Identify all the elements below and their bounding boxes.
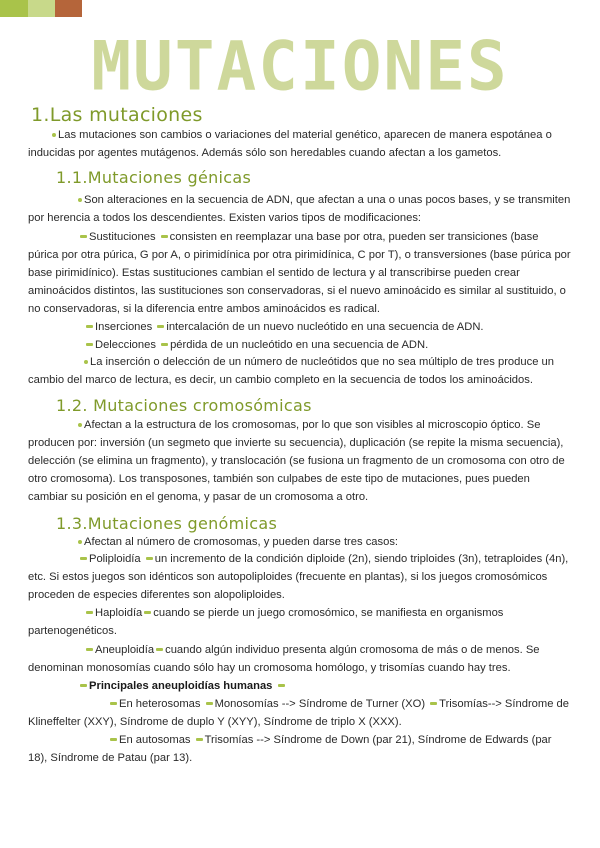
dash-icon xyxy=(86,343,93,346)
paragraph-aneuploidia: Aneuploidía cuando algún individuo presenta algún cromosoma de más o de menos. Se denominan monosomías cuando sólo hay un cromosoma homólogo, y trisomías cuando hay tres. xyxy=(28,644,540,675)
dash-icon xyxy=(80,235,87,238)
paragraph-genicas: Son alteraciones en la secuencia de ADN, que afectan a una o unas pocos bases, y se transmiten por herencia a todos los descendientes. Existen varios tipos de modificaciones: xyxy=(28,194,571,225)
dash-icon xyxy=(110,702,117,705)
dash-icon xyxy=(161,235,168,238)
dash-icon xyxy=(196,738,203,741)
paragraph-inserciones: Inserciones intercalación de un nuevo nucleótido en una secuencia de ADN. xyxy=(28,318,572,336)
dash-icon xyxy=(430,702,437,705)
section-heading-1: 1.Las mutaciones xyxy=(31,104,203,126)
paragraph-poliploidia: Poliploidía un incremento de la condición diploide (2n), siendo triploides (3n), tetraploides (4n), etc. Si estos juegos son idénticos son autopoliploides (frecuente en plantas), si los juegos cromosómicos proceden de especies diferentes son alopoliploides. xyxy=(28,553,569,602)
section-heading-1-2: 1.2. Mutaciones cromosómicas xyxy=(56,396,312,415)
dash-icon xyxy=(86,648,93,651)
page-title: MUTACIONES xyxy=(91,27,509,106)
bullet-icon xyxy=(84,360,88,364)
paragraph-sustituciones: Sustituciones consisten en reemplazar una base por otra, pueden ser transiciones (base púrica por otra púrica, G por A, o pirimidínica por otra pirimidínica, C por T), o transversiones (base púrica por base pirimidínico). Estas sustituciones cambian el sentido de lectura y al transcribirse pueden crear aminoácidos distintos, las sustituciones son conservadoras, si el nuevo aminoácido es similar al sustituido, o no conservadoras, si la diferencia entre ambos aminoácidos es radical. xyxy=(28,231,571,316)
paragraph-genomicas: Afectan al número de cromosomas, y pueden darse tres casos: xyxy=(28,533,572,551)
color-tab-green xyxy=(0,0,28,17)
dash-icon xyxy=(86,325,93,328)
bullet-icon xyxy=(78,423,82,427)
dash-icon xyxy=(146,557,153,560)
dash-icon xyxy=(80,557,87,560)
paragraph-haploidia: Haploidía cuando se pierde un juego cromosómico, se manifiesta en organismos partenogenéticos. xyxy=(28,607,504,638)
paragraph-cromosomicas: Afectan a la estructura de los cromosomas, por lo que son visibles al microscopio óptico. Se producen por: inversión (un segmeto que invierte su secuencia), duplicación (se repite la misma secuencia), delección (se elimina un fragmento), y translocación (se fusiona un fragmento de un cromosoma con otro de otro cromosoma). Los transposones, también son culpabes de este tipo de mutaciones, pues pueden cambiar su posición en el genoma, y pasar de un cromosoma a otro. xyxy=(28,419,565,504)
paragraph-heterosomas: En heterosomas Monosomías --> Síndrome de Turner (XO) Trisomías--> Síndrome de Klineffelter (XXY), Síndrome de duplo Y (XYY), Síndrome de triplo X (XXX). xyxy=(28,698,569,729)
color-tab-light-green xyxy=(28,0,55,17)
bullet-icon xyxy=(78,198,82,202)
bullet-icon xyxy=(78,540,82,544)
section-heading-1-1: 1.1.Mutaciones génicas xyxy=(56,168,252,187)
color-tab-brown xyxy=(55,0,82,17)
dash-icon xyxy=(144,611,151,614)
bullet-icon xyxy=(52,133,56,137)
dash-icon xyxy=(86,611,93,614)
dash-icon xyxy=(110,738,117,741)
paragraph-autosomas: En autosomas Trisomías --> Síndrome de Down (par 21), Síndrome de Edwards (par 18), Síndrome de Patau (par 13). xyxy=(28,734,552,765)
section-heading-1-3: 1.3.Mutaciones genómicas xyxy=(56,514,278,533)
dash-icon xyxy=(80,684,87,687)
dash-icon xyxy=(206,702,213,705)
paragraph-intro: Las mutaciones son cambios o variaciones del material genético, aparecen de manera espotánea o inducidas por agentes mutágenos. Además sólo son heredables cuando afectan a los gametos. xyxy=(28,129,552,160)
dash-icon xyxy=(278,684,285,687)
paragraph-delecciones: Delecciones pérdida de un nucleótido en una secuencia de ADN. xyxy=(28,336,572,354)
dash-icon xyxy=(161,343,168,346)
paragraph-marco-lectura: La inserción o delección de un número de nucleótidos que no sea múltiplo de tres produce un cambio del marco de lectura, es decir, un cambio completo en la secuencia de todos los aminoácidos. xyxy=(28,356,554,387)
paragraph-principales: Principales aneuploidías humanas xyxy=(28,677,572,695)
dash-icon xyxy=(157,325,164,328)
dash-icon xyxy=(156,648,163,651)
